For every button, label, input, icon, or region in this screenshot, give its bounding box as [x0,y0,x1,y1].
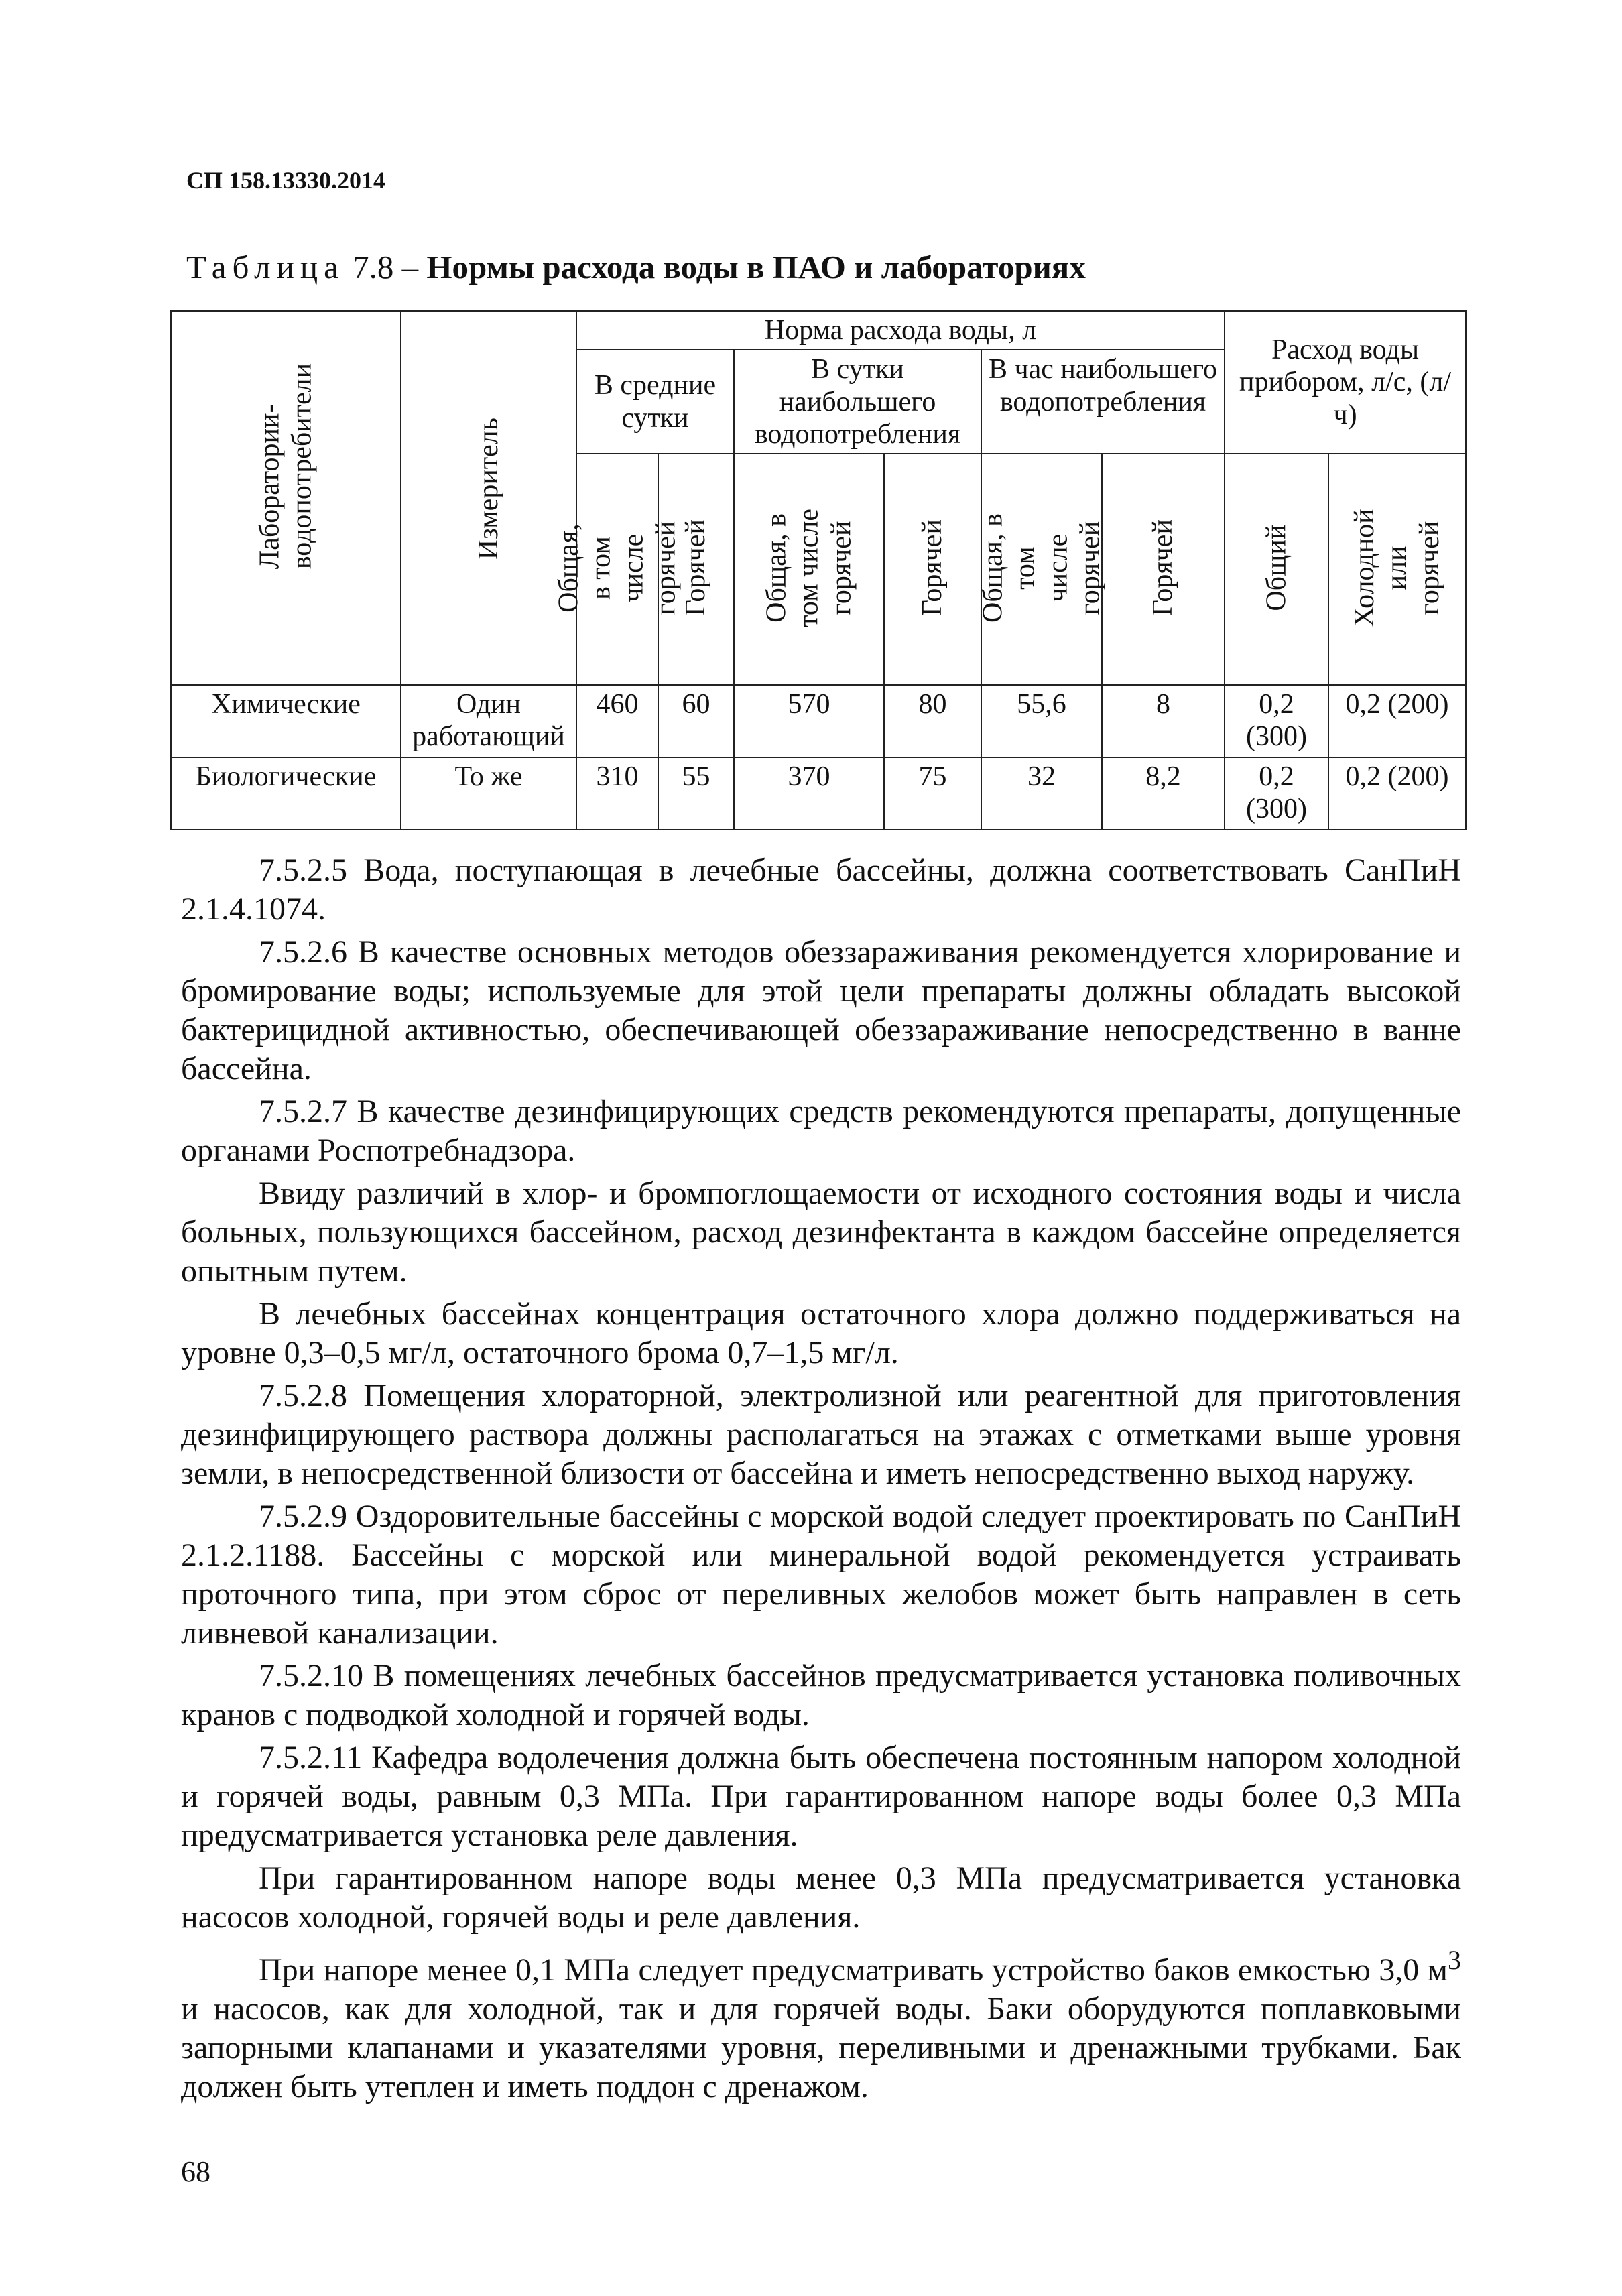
cell-value: 0,2 (200) [1328,685,1466,757]
header-max-day: В сутки наибольшего водопотребления [734,350,981,454]
cell-value: 460 [576,685,658,757]
header-maxday-total: Общая, в том числе горячей [734,454,884,685]
header-device-cold-hot: Холодной или горячей [1328,454,1466,685]
cell-value: 55 [658,757,734,830]
header-max-hour: В час наибольшего водопотребления [981,350,1225,454]
cell-value: 32 [981,757,1102,830]
paragraph: При гарантированном напоре воды менее 0,3 МПа предусматривается установка насосов холодной, горячей воды и реле давления. [181,1860,1461,1935]
body-text [181,851,1461,2110]
header-avg-day: В средние сутки [576,350,734,454]
cell-value: 0,2 (200) [1328,757,1466,830]
cell-meter: То же [401,757,576,830]
cell-value: 75 [884,757,981,830]
table-title-number: 7.8 – [353,249,419,285]
cell-value: 60 [658,685,734,757]
cell-value: 310 [576,757,658,830]
header-device-general: Общий [1225,454,1328,685]
paragraph: 7.5.2.7 В качестве дезинфицирующих средств рекомендуются препараты, допущенные органами Роспотребнадзора. [181,1094,1461,1168]
page-number: 68 [181,2155,210,2188]
paragraph: 7.5.2.6 В качестве основных методов обеззараживания рекомендуется хлорирование и бромирование воды; используемые для этой цели препараты должны обладать высокой бактерицидной активностью, обеспечивающей обеззараживание непосредственно в ванне бассейна. [181,934,1461,1086]
table-title-text: Нормы расхода воды в ПАО и лабораториях [426,249,1086,285]
cell-value: 8,2 [1102,757,1225,830]
cell-value: 80 [884,685,981,757]
header-maxday-hot: Горячей [884,454,981,685]
header-device-group: Расход воды прибором, л/с, (л/ч) [1225,311,1466,454]
header-labs: Лаборатории-водопотребители [171,311,401,685]
header-avg-total: Общая, в том числе горячей [576,454,658,685]
cell-value: 0,2 (300) [1225,685,1328,757]
paragraph: 7.5.2.11 Кафедра водолечения должна быть обеспечена постоянным напором холодной и горячей воды, равным 0,3 МПа. При гарантированном напоре воды более 0,3 МПа предусматривается установка реле давления. [181,1740,1461,1853]
paragraph-text: и насосов, как для холодной, так и для горячей воды. Баки оборудуются поплавковыми запорными клапанами и указателями уровня, переливными и дренажными трубками. Бак должен быть утеплен и иметь поддон с дренажом. [181,1991,1461,2104]
cell-lab: Химические [171,685,401,757]
document-code: СП 158.13330.2014 [186,167,385,194]
paragraph: 7.5.2.9 Оздоровительные бассейны с морской водой следует проектировать по СанПиН 2.1.2.1188. Бассейны с морской или минеральной водой рекомендуется устраивать проточного типа, при этом сброс от переливных желобов может быть направлен в сеть ливневой канализации. [181,1498,1461,1651]
header-maxhour-hot: Горячей [1102,454,1225,685]
cell-value: 570 [734,685,884,757]
cell-value: 8 [1102,685,1225,757]
table-row [171,685,1466,757]
cell-lab: Биологические [171,757,401,830]
table-title-prefix: Таблица [186,249,345,285]
paragraph [181,1941,1461,2106]
cell-value: 55,6 [981,685,1102,757]
cell-value: 370 [734,757,884,830]
header-meter: Измеритель [401,311,576,685]
header-maxhour-total: Общая, в том числе горячей [981,454,1102,685]
header-avg-hot: Горячей [658,454,734,685]
water-norms-table [170,310,1467,830]
header-norm-group: Норма расхода воды, л [576,311,1225,350]
table-row [171,757,1466,830]
table-title [186,248,1086,286]
paragraph: 7.5.2.10 В помещениях лечебных бассейнов предусматривается установка поливочных кранов с подводкой холодной и горячей воды. [181,1658,1461,1732]
paragraph: 7.5.2.5 Вода, поступающая в лечебные бассейны, должна соответствовать СанПиН 2.1.4.1074. [181,852,1461,927]
paragraph: 7.5.2.8 Помещения хлораторной, электролизной или реагентной для приготовления дезинфицирующего раствора должны располагаться на этажах с отметками выше уровня земли, в непосредственной близости от бассейна и иметь непосредственно выход наружу. [181,1378,1461,1491]
paragraph-text: При напоре менее 0,1 МПа следует предусматривать устройство баков емкостью 3,0 м [259,1952,1448,1988]
cell-value: 0,2 (300) [1225,757,1328,830]
paragraph: В лечебных бассейнах концентрация остаточного хлора должно поддерживаться на уровне 0,3–0,5 мг/л, остаточного брома 0,7–1,5 мг/л. [181,1296,1461,1370]
superscript: 3 [1448,1945,1461,1975]
paragraph: Ввиду различий в хлор- и бромпоглощаемости от исходного состояния воды и числа больных, пользующихся бассейном, расход дезинфектанта в каждом бассейне определяется опытным путем. [181,1175,1461,1289]
cell-meter: Один работающий [401,685,576,757]
